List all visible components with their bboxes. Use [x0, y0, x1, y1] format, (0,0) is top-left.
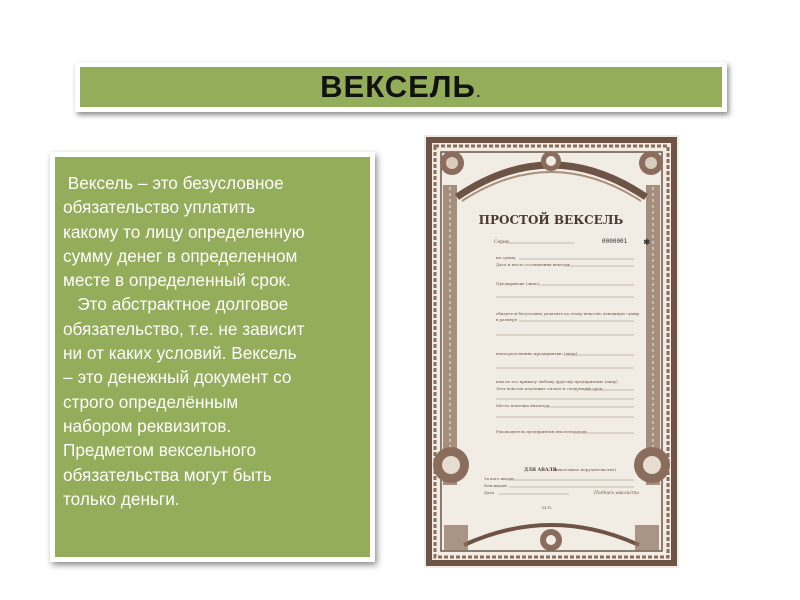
- svg-text:Руководитель предприятия вексе: Руководитель предприятия векселедателя: [496, 429, 587, 434]
- svg-text:Предприятие (лицо): Предприятие (лицо): [496, 281, 540, 286]
- note-heading: ПРОСТОЙ ВЕКСЕЛЬ: [478, 213, 624, 227]
- svg-text:М.П.: М.П.: [542, 505, 553, 510]
- title-bar: [75, 62, 727, 112]
- svg-text:Подпись авалиста: Подпись авалиста: [594, 491, 639, 496]
- svg-text:в размере: в размере: [496, 317, 518, 322]
- slide-title: ВЕКСЕЛЬ.: [320, 69, 482, 104]
- svg-text:обязуется безусловно уплатить: обязуется безусловно уплатить по этому векселю денежную сумму: [496, 311, 640, 316]
- definition-box: [50, 152, 375, 562]
- definition-text: Вексель – это безусловное обязательство уплатить какому то лицу определенную сумму денег в определенном месте в определенный срок. Это абстрактное долговое обязательство, т.е. не зависит ни от каких условий. Вексель – это денежный документ со строго определённым набором реквизитов. Предметом вексельного обязательства могут быть только деньги.: [63, 173, 305, 509]
- promissory-note-image: [424, 135, 679, 568]
- svg-text:Этот вексель подлежит оплате в: Этот вексель подлежит оплате в следующий срок:: [496, 386, 604, 391]
- svg-text:ДЛЯ АВАЛЯ: ДЛЯ АВАЛЯ: [524, 468, 557, 473]
- svg-text:Дата и место составления вексе: Дата и место составления векселя: [496, 262, 570, 267]
- svg-text:За кого выдан: За кого выдан: [484, 476, 514, 481]
- svg-text:или по его приказу любому друг: или по его приказу любому другому предприятию (лицу): [496, 379, 618, 384]
- note-number: 0000001: [602, 238, 628, 245]
- svg-text:Место платежа является: Место платежа является: [496, 403, 550, 408]
- svg-text:непосредственно предприятию (л: непосредственно предприятию (лицу): [496, 351, 578, 356]
- svg-text:Кем выдан: Кем выдан: [484, 483, 507, 488]
- star-mark: ✱: [643, 238, 651, 248]
- svg-text:(вексельное поручительство): (вексельное поручительство): [554, 467, 616, 472]
- series-label: Серия: [494, 240, 509, 245]
- svg-text:Дата: Дата: [484, 490, 495, 495]
- svg-text:на сумму: на сумму: [496, 255, 516, 260]
